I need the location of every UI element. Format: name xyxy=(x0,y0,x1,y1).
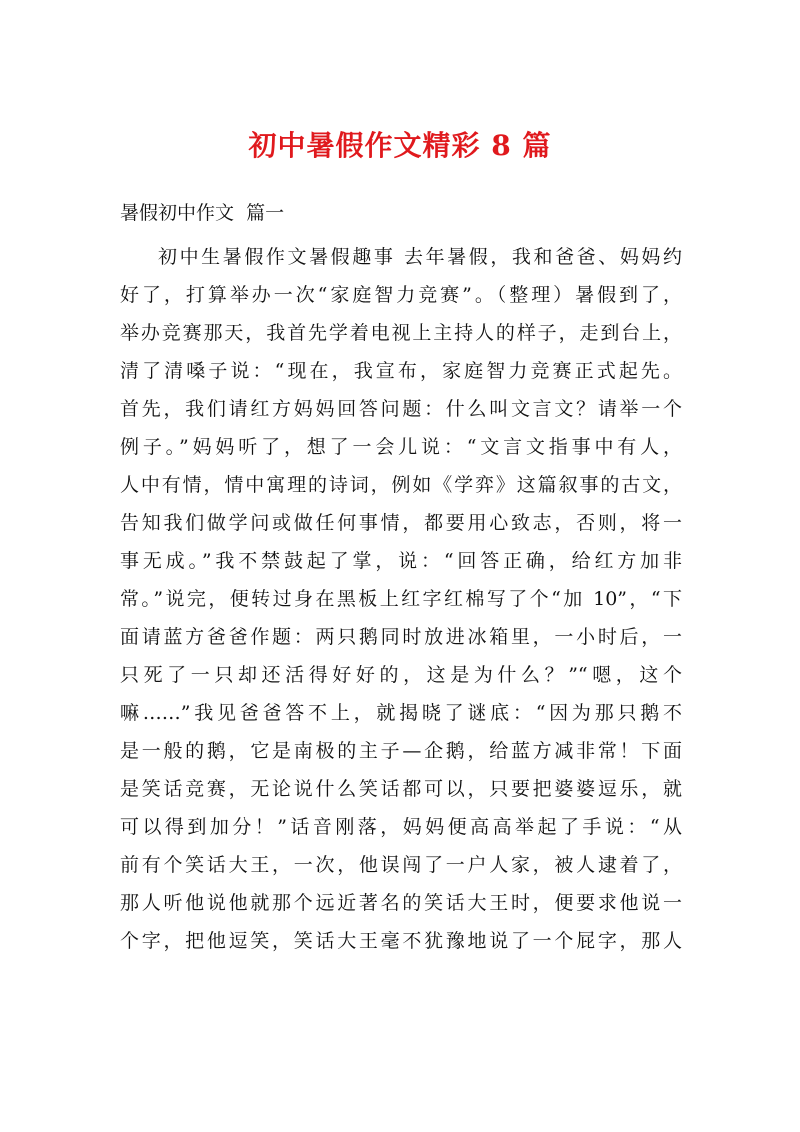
body-line: 举办竞赛那天，我首先学着电视上主持人的样子，走到台上， xyxy=(120,322,682,344)
body-line: 面请蓝方爸爸作题：两只鹅同时放进冰箱里，一小时后，一 xyxy=(120,626,682,648)
body-line: 例子。”妈妈听了，想了一会儿说：“文言文指事中有人， xyxy=(120,436,682,458)
body-line: 事无成。”我不禁鼓起了掌，说：“回答正确，给红方加非 xyxy=(120,550,682,572)
body-line: 首先，我们请红方妈妈回答问题：什么叫文言文？请举一个 xyxy=(120,398,682,420)
document-title: 初中暑假作文精彩 8 篇 xyxy=(248,129,552,162)
body-text xyxy=(120,238,682,960)
body-line: 是一般的鹅，它是南极的主子—企鹅，给蓝方减非常！下面 xyxy=(120,740,682,762)
body-line: 只死了一只却还活得好好的，这是为什么？”“嗯，这个 xyxy=(120,664,682,686)
body-line: 个字，把他逗笑，笑话大王毫不犹豫地说了一个屁字，那人 xyxy=(120,930,682,952)
body-line: 前有个笑话大王，一次，他误闯了一户人家，被人逮着了， xyxy=(120,854,682,876)
body-line: 好了，打算举办一次“家庭智力竞赛”。（整理）暑假到了， xyxy=(120,284,682,306)
body-line: 嘛……”我见爸爸答不上，就揭晓了谜底：“因为那只鹅不 xyxy=(120,702,682,724)
body-line: 是笑话竞赛，无论说什么笑话都可以，只要把婆婆逗乐，就 xyxy=(120,778,682,800)
body-line: 常。”说完，便转过身在黑板上红字红棉写了个“加 10”，“下 xyxy=(120,588,682,610)
body-line: 人中有情，情中寓理的诗词，例如《学弈》这篇叙事的古文， xyxy=(120,474,682,496)
body-line: 可以得到加分！”话音刚落，妈妈便高高举起了手说：“从 xyxy=(120,816,682,838)
section-heading: 暑假初中作文 篇一 xyxy=(120,202,285,224)
body-line: 告知我们做学问或做任何事情，都要用心致志，否则，将一 xyxy=(120,512,682,534)
body-line: 初中生暑假作文暑假趣事 去年暑假，我和爸爸、妈妈约 xyxy=(158,246,682,268)
body-line: 那人听他说他就那个远近著名的笑话大王时，便要求他说一 xyxy=(120,892,682,914)
body-line: 清了清嗓子说：“现在，我宣布，家庭智力竞赛正式起先。 xyxy=(120,360,682,382)
